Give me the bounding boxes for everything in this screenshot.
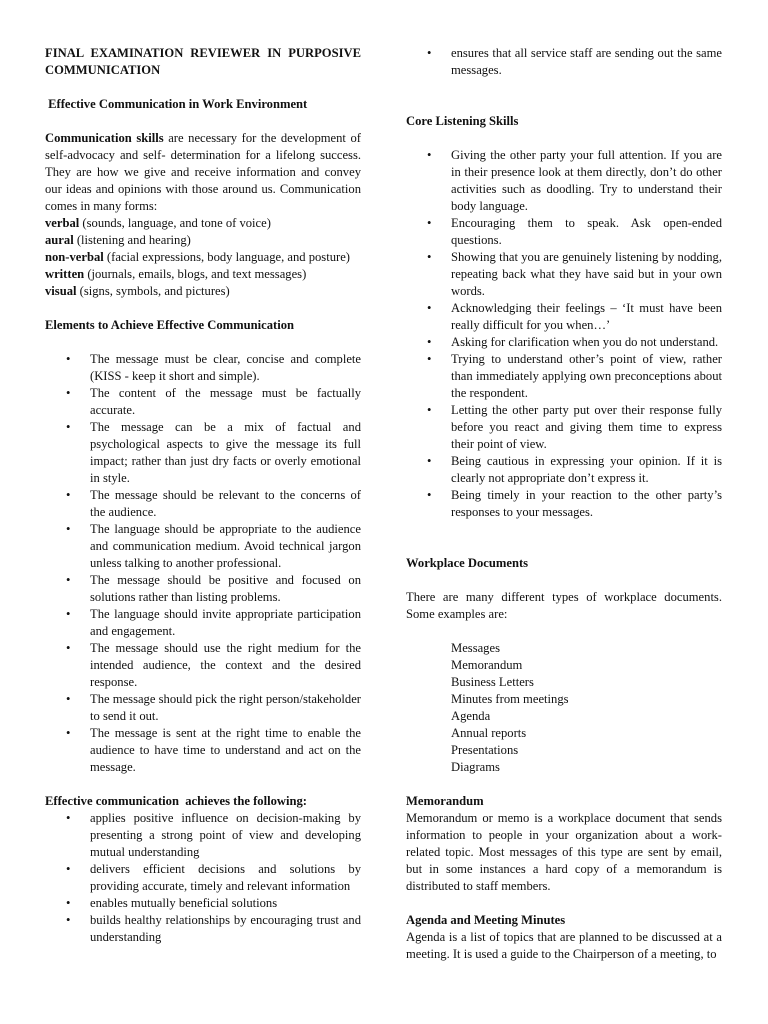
list-item: • Encouraging them to speak. Ask open-ended questions. [406, 215, 722, 249]
list-item: • The content of the message must be factually accurate. [45, 385, 361, 419]
list-item: • builds healthy relationships by encouraging trust and understanding [45, 912, 361, 946]
list-item: • delivers efficient decisions and solutions by providing accurate, timely and relevant information [45, 861, 361, 895]
section-heading-listening: Core Listening Skills [406, 114, 519, 128]
workplace-documents-list [406, 640, 722, 776]
list-item: • The message can be a mix of factual and psychological aspects to give the message its full impact; rather than just dry facts or overly emotional in style. [45, 419, 361, 487]
form-desc: (sounds, language, and tone of voice) [79, 216, 271, 230]
form-term: visual [45, 284, 77, 298]
list-item: • The message should be positive and focused on solutions rather than listing problems. [45, 572, 361, 606]
form-item [45, 266, 361, 283]
form-item [45, 283, 361, 300]
form-desc: (signs, symbols, and pictures) [76, 284, 230, 298]
elements-list [45, 351, 361, 776]
list-item: Business Letters [451, 675, 534, 689]
list-item: • The message should pick the right person/stakeholder to send it out. [45, 691, 361, 725]
list-item: Annual reports [451, 726, 527, 740]
section-heading-memorandum: Memorandum [406, 794, 484, 808]
list-item: • Asking for clarification when you do not understand. [406, 334, 722, 351]
document-title: FINAL EXAMINATION REVIEWER IN PURPOSIVE COMMUNICATION [45, 46, 361, 77]
list-item: Minutes from meetings [451, 692, 569, 706]
list-item: • applies positive influence on decision-making by presenting a strong point of view and developing mutual understanding [45, 810, 361, 861]
list-item: Presentations [451, 743, 519, 757]
form-term: non-verbal [45, 250, 104, 264]
list-item: • Being timely in your reaction to the other party’s responses to your messages. [406, 487, 722, 521]
memorandum-text: Memorandum or memo is a workplace document that sends information to people in your organization about a work-related topic. Most messages of this type are sent by email, but in some instances a hard copy of a memorandum is distributed to staff members. [406, 811, 722, 893]
list-item: • Letting the other party put over their response fully before you react and giving them time to express their point of view. [406, 402, 722, 453]
section-heading-workplace-documents: Workplace Documents [406, 556, 529, 570]
achieves-list-continued [406, 45, 722, 79]
achieves-list [45, 810, 361, 946]
form-item [45, 215, 361, 232]
list-item: • The language should invite appropriate participation and engagement. [45, 606, 361, 640]
list-item: • Showing that you are genuinely listening by nodding, repeating back what they have said but in your own words. [406, 249, 722, 300]
section-heading-elements: Elements to Achieve Effective Communication [45, 318, 295, 332]
list-item: Agenda [451, 709, 491, 723]
list-item: Messages [451, 641, 500, 655]
listening-list [406, 147, 722, 521]
list-item: • The message should use the right medium for the intended audience, the context and the desired response. [45, 640, 361, 691]
list-item: • The language should be appropriate to the audience and communication medium. Avoid technical jargon unless talking to another professional. [45, 521, 361, 572]
form-item [45, 249, 361, 266]
right-column [406, 45, 722, 963]
communication-skills-term: Communication skills [45, 131, 164, 145]
list-item: • Trying to understand other’s point of view, rather than immediately applying own preconceptions about the respondent. [406, 351, 722, 402]
left-column [45, 45, 361, 946]
communication-intro-text: are necessary for the development of self-advocacy and self- determination for a lifelong success. They are how we give and receive information and convey our ideas and opinions with those around us. Communication comes in many forms: [45, 131, 361, 213]
list-item: • The message is sent at the right time to enable the audience to have time to understand and act on the message. [45, 725, 361, 776]
form-desc: (journals, emails, blogs, and text messages) [84, 267, 307, 281]
workplace-documents-intro: There are many different types of workplace documents. Some examples are: [406, 590, 722, 621]
section-heading-achieves: Effective communication achieves the following: [45, 794, 307, 808]
communication-forms [45, 215, 361, 300]
list-item: • Acknowledging their feelings – ‘It must have been really difficult for you when…’ [406, 300, 722, 334]
form-desc: (facial expressions, body language, and posture) [103, 250, 350, 264]
list-item: • ensures that all service staff are sending out the same messages. [406, 45, 722, 79]
form-term: verbal [45, 216, 80, 230]
list-item: • Being cautious in expressing your opinion. If it is clearly not appropriate don’t express it. [406, 453, 722, 487]
section-heading-effective-communication: Effective Communication in Work Environment [45, 97, 308, 111]
communication-intro [45, 130, 361, 215]
agenda-text: Agenda is a list of topics that are planned to be discussed at a meeting. It is used a guide to the Chairperson of a meeting, to [406, 930, 722, 961]
form-desc: (listening and hearing) [73, 233, 191, 247]
list-item: • enables mutually beneficial solutions [45, 895, 361, 912]
section-heading-agenda: Agenda and Meeting Minutes [406, 913, 566, 927]
list-item: Memorandum [451, 658, 523, 672]
list-item: • The message should be relevant to the concerns of the audience. [45, 487, 361, 521]
list-item: • Giving the other party your full attention. If you are in their presence look at them directly, don’t do other activities such as doodling. Try to understand their body language. [406, 147, 722, 215]
form-term: written [45, 267, 85, 281]
list-item: Diagrams [451, 760, 500, 774]
form-item [45, 232, 361, 249]
form-term: aural [45, 233, 74, 247]
list-item: • The message must be clear, concise and complete (KISS - keep it short and simple). [45, 351, 361, 385]
